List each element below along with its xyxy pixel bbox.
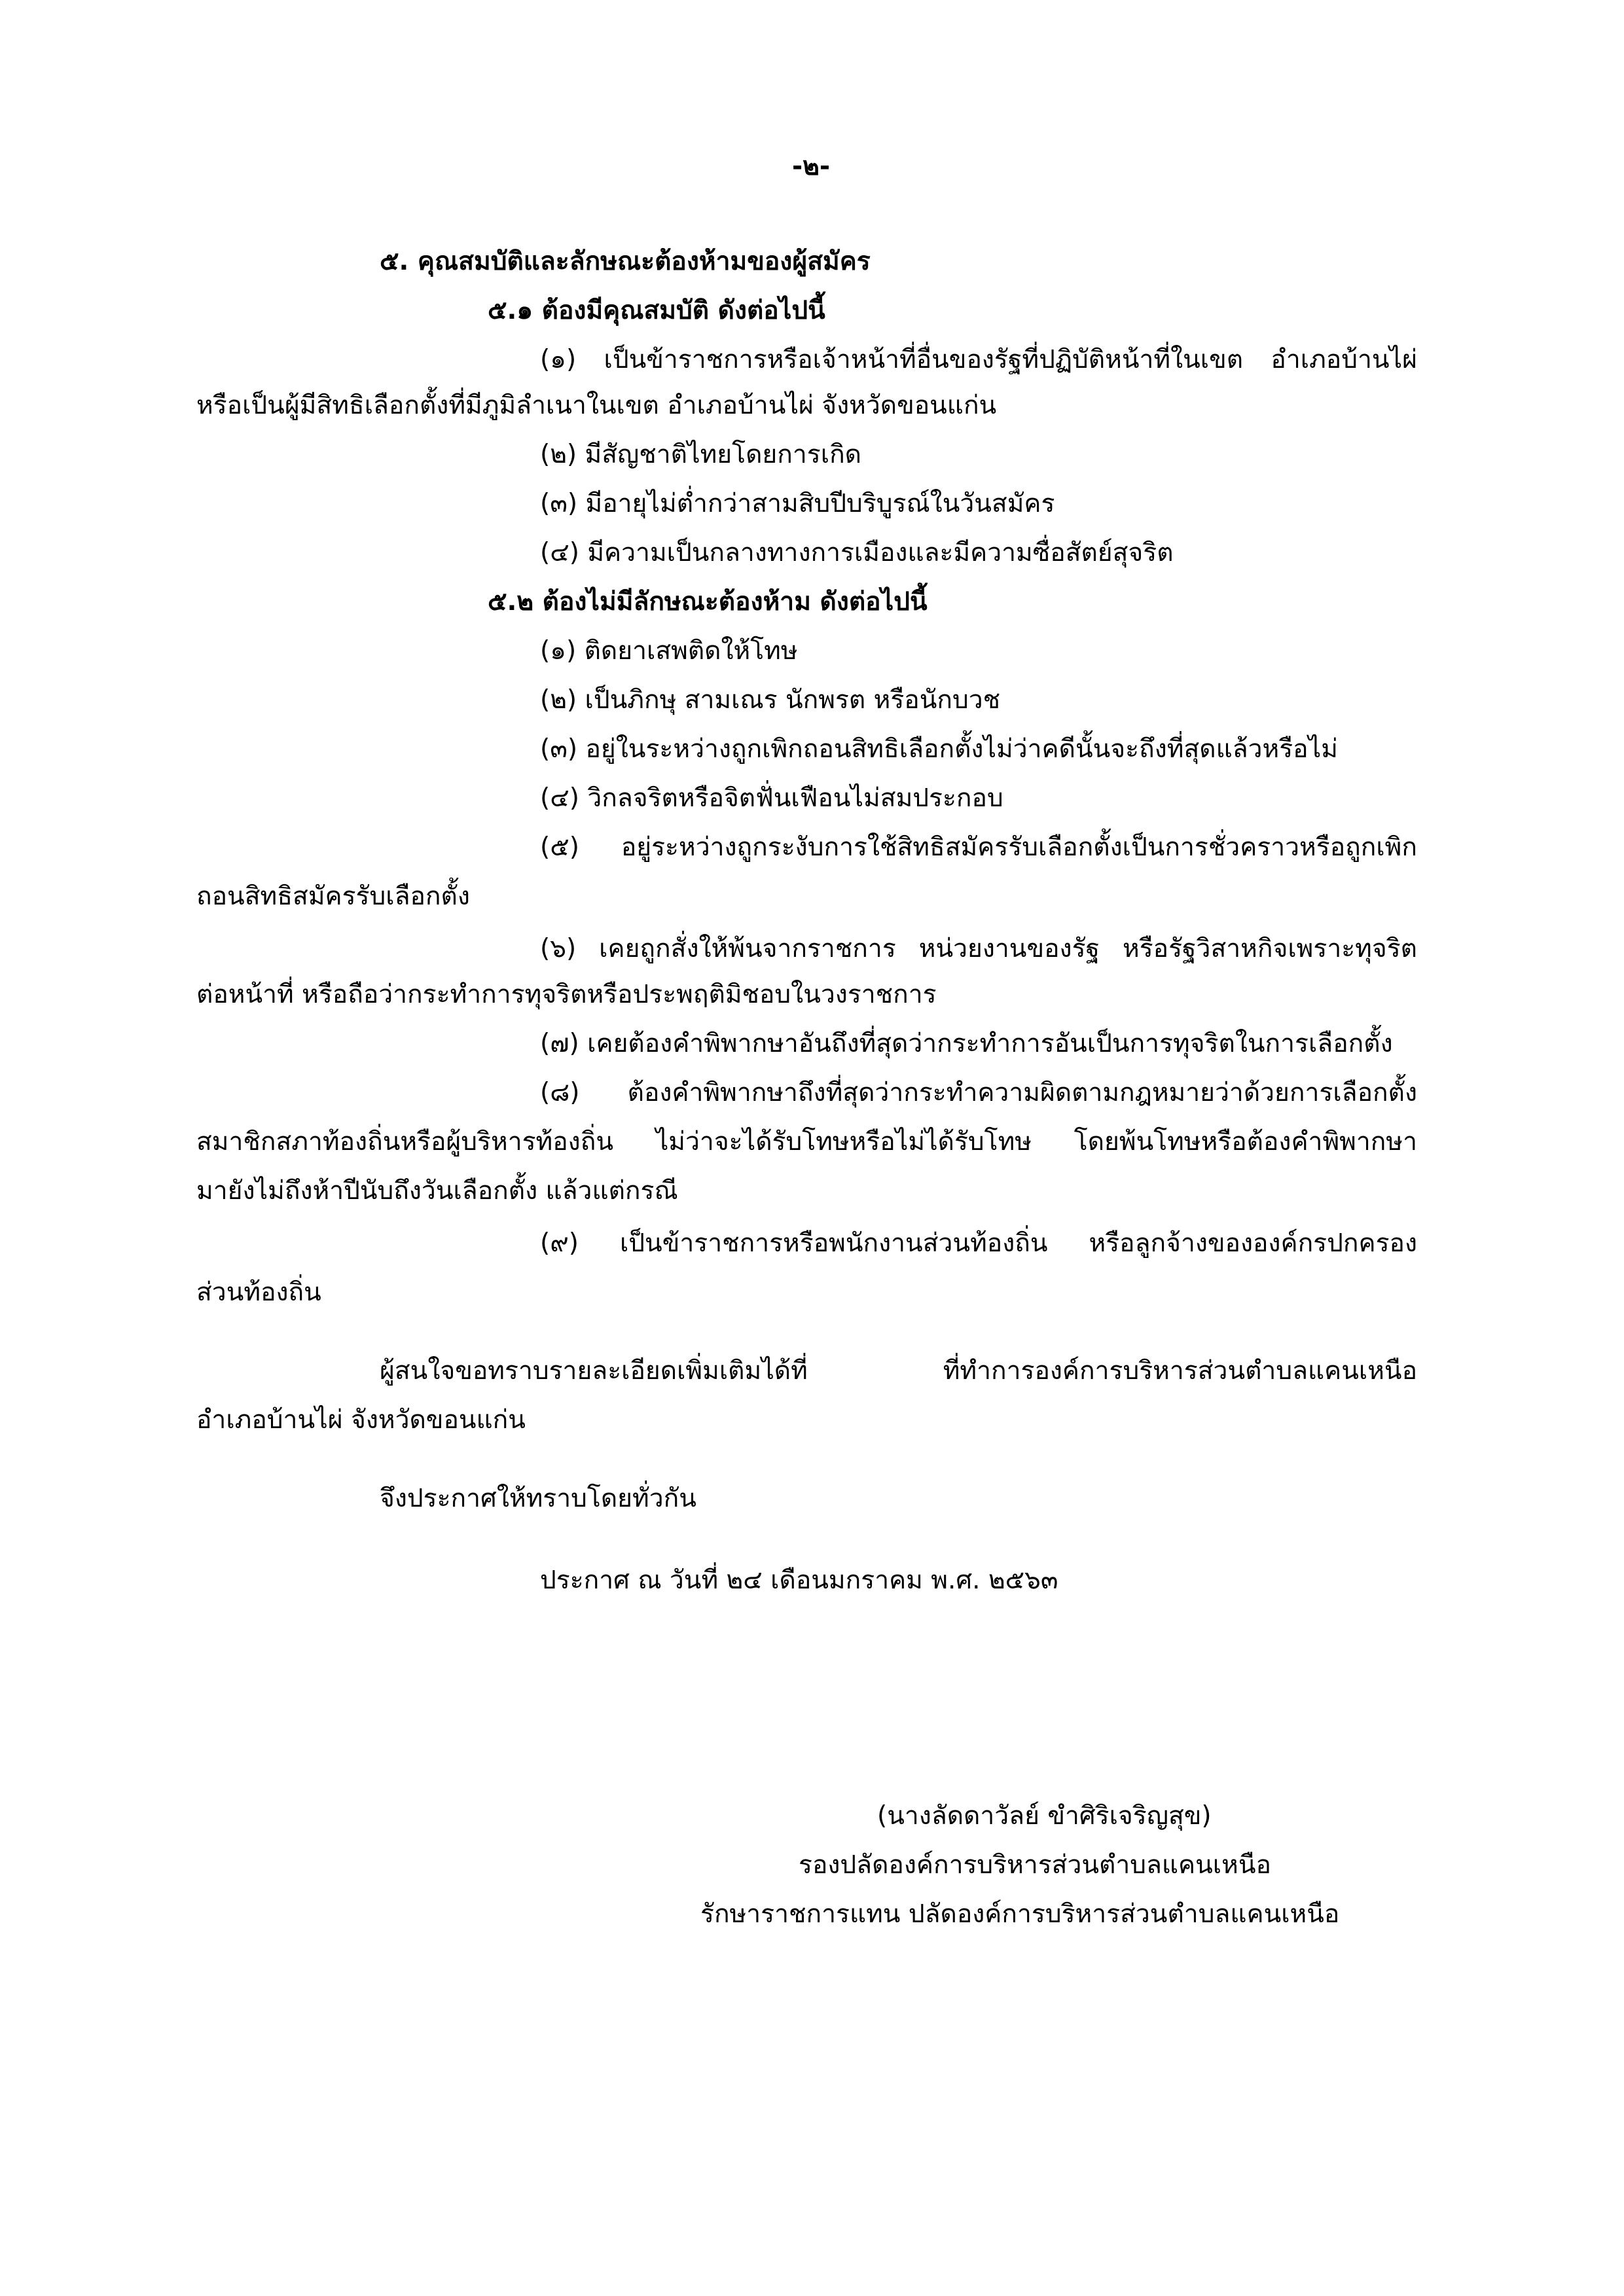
prohibition-item-4: (๔) วิกลจริตหรือจิตฟั่นเฟือนไม่สมประกอบ xyxy=(540,783,1003,813)
signatory-name: (นางลัดดาวัลย์ ขำศิริเจริญสุข) xyxy=(877,1801,1212,1831)
prohibition-item-3: (๓) อยู่ในระหว่างถูกเพิกถอนสิทธิเลือกตั้งไม่ว่าคดีนั้นจะถึงที่สุดแล้วหรือไม่ xyxy=(540,734,1338,764)
qualification-item-4: (๔) มีความเป็นกลางทางการเมืองและมีความซื่อสัตย์สุจริต xyxy=(540,538,1174,567)
prohibition-item-9-line-1: (๙) เป็นข้าราชการหรือพนักงานส่วนท้องถิ่น หรือลูกจ้างขององค์กรปกครอง xyxy=(540,1229,1417,1258)
prohibition-item-1: (๑) ติดยาเสพติดให้โทษ xyxy=(540,636,798,666)
page-number: -๒- xyxy=(792,152,831,181)
signatory-position-1: รองปลัดองค์การบริหารส่วนตำบลแคนเหนือ xyxy=(799,1850,1271,1880)
prohibition-item-7: (๗) เคยต้องคำพิพากษาอันถึงที่สุดว่ากระทำการอันเป็นการทุจริตในการเลือกตั้ง xyxy=(540,1029,1393,1058)
prohibition-item-2: (๒) เป็นภิกษุ สามเณร นักพรต หรือนักบวช xyxy=(540,685,1001,715)
announcement-date: ประกาศ ณ วันที่ ๒๔ เดือนมกราคม พ.ศ. ๒๕๖๓ xyxy=(540,1566,1058,1595)
prohibition-item-6-line-1: (๖) เคยถูกสั่งให้พ้นจากราชการ หน่วยงานของรัฐ หรือรัฐวิสาหกิจเพราะทุจริต xyxy=(540,934,1417,963)
prohibition-item-5-line-2: ถอนสิทธิสมัครรับเลือกตั้ง xyxy=(196,882,470,911)
prohibition-item-9-line-2: ส่วนท้องถิ่น xyxy=(196,1278,321,1307)
prohibition-item-8-line-2: สมาชิกสภาท้องถิ่นหรือผู้บริหารท้องถิ่น ไม่ว่าจะได้รับโทษหรือไม่ได้รับโทษ โดยพ้นโทษหรือต้องคำพิพากษา xyxy=(196,1127,1417,1157)
qualification-item-1-line-2: หรือเป็นผู้มีสิทธิเลือกตั้งที่มีภูมิลำเนาในเขต อำเภอบ้านไผ่ จังหวัดขอนแก่น xyxy=(196,391,997,420)
section-5-heading: ๕. คุณสมบัติและลักษณะต้องห้ามของผู้สมัคร xyxy=(380,247,871,276)
qualification-item-2: (๒) มีสัญชาติไทยโดยการเกิด xyxy=(540,440,862,469)
signatory-position-2: รักษาราชการแทน ปลัดองค์การบริหารส่วนตำบลแคนเหนือ xyxy=(700,1899,1340,1929)
qualification-item-1-line-1: (๑) เป็นข้าราชการหรือเจ้าหน้าที่อื่นของรัฐที่ปฏิบัติหน้าที่ในเขต อำเภอบ้านไผ่ xyxy=(540,345,1417,374)
prohibition-item-8-line-3: มายังไม่ถึงห้าปีนับถึงวันเลือกตั้ง แล้วแต่กรณี xyxy=(196,1176,678,1206)
section-5-1-heading: ๕.๑ ต้องมีคุณสมบัติ ดังต่อไปนี้ xyxy=(488,296,825,325)
qualification-item-3: (๓) มีอายุไม่ต่ำกว่าสามสิบปีบริบูรณ์ในวันสมัคร xyxy=(540,489,1055,518)
contact-line-1: ผู้สนใจขอทราบรายละเอียดเพิ่มเติมได้ที่ ที่ทำการองค์การบริหารส่วนตำบลแคนเหนือ xyxy=(380,1356,1417,1386)
announcement-text: จึงประกาศให้ทราบโดยทั่วกัน xyxy=(380,1484,696,1513)
contact-line-2: อำเภอบ้านไผ่ จังหวัดขอนแก่น xyxy=(196,1405,526,1435)
prohibition-item-6-line-2: ต่อหน้าที่ หรือถือว่ากระทำการทุจริตหรือประพฤติมิชอบในวงราชการ xyxy=(196,980,937,1009)
section-5-2-heading: ๕.๒ ต้องไม่มีลักษณะต้องห้าม ดังต่อไปนี้ xyxy=(488,587,928,617)
prohibition-item-5-line-1: (๕) อยู่ระหว่างถูกระงับการใช้สิทธิสมัครรับเลือกตั้งเป็นการชั่วคราวหรือถูกเพิก xyxy=(540,833,1417,862)
prohibition-item-8-line-1: (๘) ต้องคำพิพากษาถึงที่สุดว่ากระทำความผิดตามกฎหมายว่าด้วยการเลือกตั้ง xyxy=(540,1078,1417,1107)
